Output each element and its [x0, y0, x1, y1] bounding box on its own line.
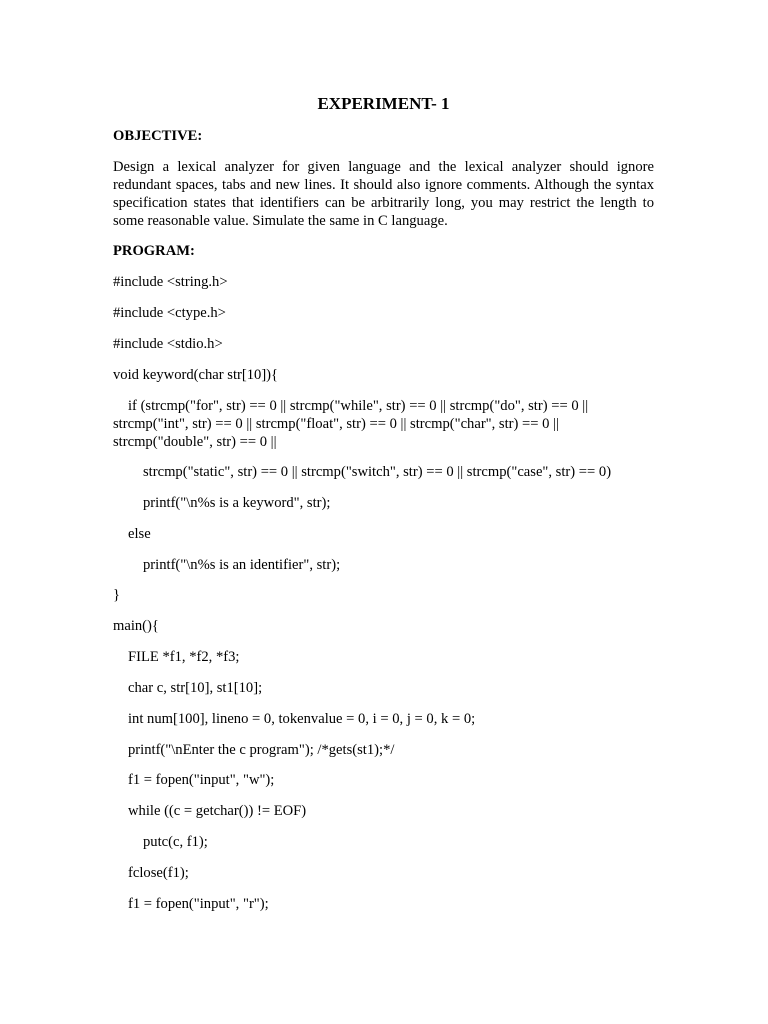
- code-line: printf("\n%s is an identifier", str);: [143, 557, 341, 573]
- code-line: printf("\nEnter the c program"); /*gets(st1);*/: [128, 742, 395, 758]
- document-title: EXPERIMENT- 1: [317, 94, 450, 113]
- code-line: putc(c, f1);: [143, 834, 208, 850]
- code-line: while ((c = getchar()) != EOF): [128, 803, 307, 819]
- code-line: #include <stdio.h>: [113, 336, 223, 352]
- code-line: strcmp("static", str) == 0 || strcmp("switch", str) == 0 || strcmp("case", str) == 0): [143, 464, 612, 480]
- code-line: else: [128, 526, 151, 542]
- code-line: }: [113, 587, 121, 603]
- code-line: fclose(f1);: [128, 865, 189, 881]
- code-line: void keyword(char str[10]){: [113, 367, 279, 383]
- code-line: main(){: [113, 618, 159, 634]
- objective-heading: OBJECTIVE:: [113, 128, 203, 144]
- objective-text: Design a lexical analyzer for given language and the lexical analyzer should ignore redundant spaces, tabs and new lines. It should also ignore comments. Although the syntax specification states that identifiers can be arbitrarily long, you may restrict the length to some reasonable value. Simulate the same in C language.: [113, 159, 654, 229]
- code-line: if (strcmp("for", str) == 0 || strcmp("while", str) == 0 || strcmp("do", str) == 0 || strcmp("int", str) == 0 || strcmp("float", str) == 0 || strcmp("char", str) == 0 || strcmp("double", str) == 0 ||: [113, 398, 589, 450]
- code-line: f1 = fopen("input", "w");: [128, 772, 275, 788]
- code-line: printf("\n%s is a keyword", str);: [143, 495, 331, 511]
- program-heading: PROGRAM:: [113, 243, 195, 259]
- code-line: FILE *f1, *f2, *f3;: [128, 649, 240, 665]
- code-line: #include <string.h>: [113, 274, 228, 290]
- code-line: int num[100], lineno = 0, tokenvalue = 0, i = 0, j = 0, k = 0;: [128, 711, 476, 727]
- code-line: f1 = fopen("input", "r");: [128, 896, 269, 912]
- code-line: #include <ctype.h>: [113, 305, 226, 321]
- code-line: char c, str[10], st1[10];: [128, 680, 263, 696]
